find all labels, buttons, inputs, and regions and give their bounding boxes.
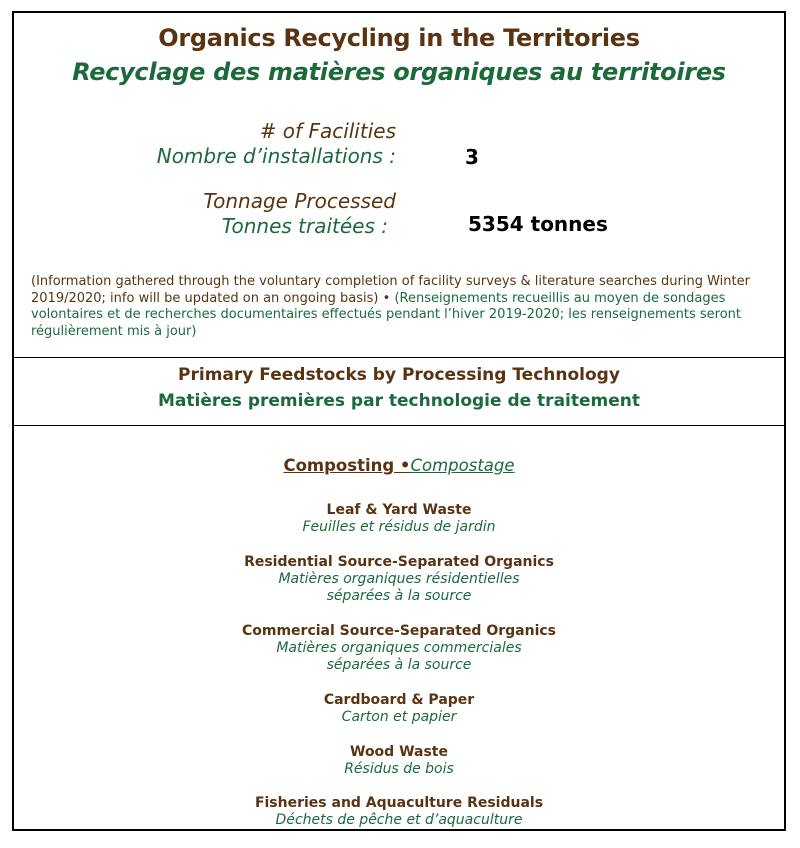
technology-en: Composting •	[283, 456, 411, 475]
tonnage-value: 5354 tonnes	[468, 212, 608, 236]
feedstock-fr: Déchets de pêche et d’aquaculture	[275, 812, 523, 828]
feedstock-fr: séparées à la source	[326, 657, 472, 673]
page-title-en: Organics Recycling in the Territories	[158, 24, 640, 52]
feedstock-en: Commercial Source-Separated Organics	[241, 623, 556, 639]
tonnage-label-en: Tonnage Processed	[203, 189, 396, 213]
feedstock-item	[14, 692, 784, 726]
note-en: (Information gathered through the voluntary completion of facility surveys & literature searches during Winter 2019/2020; info will be updated on an ongoing basis) •	[31, 274, 750, 306]
facilities-value: 3	[465, 145, 479, 169]
data-source-note	[31, 274, 770, 340]
infographic-frame	[12, 11, 786, 831]
feedstock-en: Cardboard & Paper	[323, 692, 475, 708]
feedstock-en: Residential Source-Separated Organics	[244, 554, 554, 570]
feedstock-fr: séparées à la source	[326, 588, 472, 604]
feedstock-item	[14, 502, 784, 536]
feedstock-item	[14, 744, 784, 778]
feedstock-item	[14, 795, 784, 829]
feedstock-item	[14, 623, 784, 674]
tonnage-label-fr: Tonnes traitées :	[221, 214, 388, 238]
note-fr: (Renseignements recueillis au moyen de sondages volontaires et de recherches documentaires effectués pendant l’hiver 2019-2020; les renseignements seront régulièrement mis à jour)	[31, 290, 741, 339]
feedstock-en: Wood Waste	[350, 744, 448, 760]
technology-heading	[14, 456, 784, 475]
feedstock-section	[14, 425, 784, 829]
feedstock-fr: Feuilles et résidus de jardin	[302, 519, 496, 535]
section-title-fr: Matières premières par technologie de traitement	[158, 391, 640, 411]
feedstock-fr: Carton et papier	[341, 709, 457, 725]
facilities-label-en: # of Facilities	[259, 119, 396, 143]
feedstock-fr: Résidus de bois	[344, 761, 454, 777]
section-heading	[14, 357, 784, 426]
feedstock-en: Fisheries and Aquaculture Residuals	[254, 795, 544, 811]
facilities-label-fr: Nombre d’installations :	[156, 144, 396, 168]
feedstock-en: Leaf & Yard Waste	[326, 502, 472, 518]
summary-section	[14, 13, 784, 358]
page-title-fr: Recyclage des matières organiques au territoires	[72, 58, 726, 86]
feedstock-fr: Matières organiques commerciales	[276, 640, 522, 656]
section-title-en: Primary Feedstocks by Processing Technology	[178, 365, 620, 385]
feedstock-fr: Matières organiques résidentielles	[278, 571, 520, 587]
feedstock-item	[14, 554, 784, 605]
technology-fr: Compostage	[410, 456, 515, 475]
